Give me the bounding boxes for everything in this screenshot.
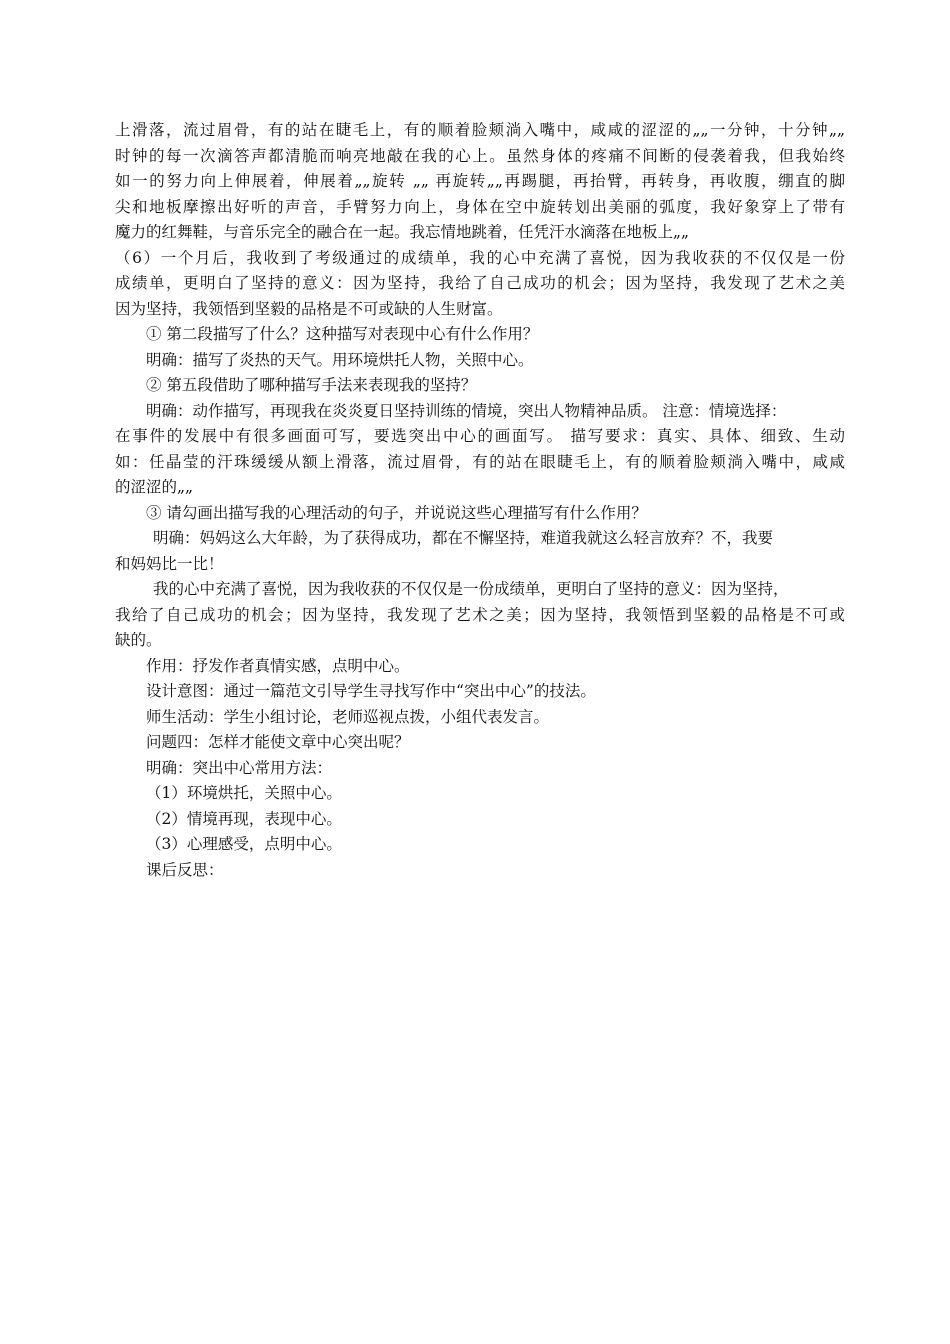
text-line: 如：任晶莹的汗珠缓缓从额上滑落，流过眉骨，有的站在眼睫毛上，有的顺着脸颊淌入嘴中，咸咸 <box>115 452 845 471</box>
text-line: 我给了自己成功的机会；因为坚持，我发现了艺术之美；因为坚持，我领悟到坚毅的品格是不可或 <box>115 605 845 624</box>
question-3: ③ 请勾画出描写我的心理活动的句子，并说说这些心理描写有什么作用？ <box>146 503 647 522</box>
answer-1: 明确：描写了炎热的天气。用环境烘托人物，关照中心。 <box>146 350 534 369</box>
text-line: （6）一个月后，我收到了考级通过的成绩单，我的心中充满了喜悦，因为我收获的不仅仅是一份 <box>115 248 845 267</box>
text-line: 在事件的发展中有很多画面可写，要选突出中心的画面写。 描写要求：真实、具体、细致、生动 <box>115 427 845 445</box>
text-line: 魔力的红舞鞋，与音乐完全的融合在一起。我忘情地跳着，任凭汗水滴落在地板上„„ <box>115 223 690 241</box>
answer-4: 明确：突出中心常用方法： <box>146 758 333 777</box>
text-line: 的涩涩的„„ <box>115 478 194 496</box>
question-2: ② 第五段借助了哪种描写手法来表现我的坚持？ <box>146 376 477 394</box>
text-line: 尖和地板摩擦出好听的声音，手臂努力向上，身体在空中旋转划出美丽的弧度，我好象穿上了带有 <box>115 197 845 216</box>
document-body <box>115 118 845 883</box>
answer-2: 明确：动作描写，再现我在炎炎夏日坚持训练的情境，突出人物精神品质。 注意：情境选择： <box>146 401 787 420</box>
activity-line: 师生活动：学生小组讨论，老师巡视点拨，小组代表发言。 <box>146 707 550 726</box>
method-1: （1）环境烘托，关照中心。 <box>146 784 342 802</box>
text-line: 我的心中充满了喜悦，因为我收获的不仅仅是一份成绩单，更明白了坚持的意义：因为坚持， <box>153 580 789 598</box>
effect-line: 作用：抒发作者真情实感，点明中心。 <box>146 656 410 675</box>
method-2: （2）情境再现，表现中心。 <box>146 809 342 828</box>
answer-3: 明确：妈妈这么大年龄，为了获得成功，都在不懈坚持，难道我就这么轻言放弃？不，我要 <box>153 529 774 547</box>
text-line: 如一的努力向上伸展着，伸展着„„旋转 „„ 再旋转„„再踢腿，再抬臂，再转身，再收腹，绷直的脚 <box>115 172 845 190</box>
text-line: 时钟的每一次滴答声都清脆而响亮地敲在我的心上。虽然身体的疼痛不间断的侵袭着我，但我始终 <box>115 146 845 165</box>
method-3: （3）心理感受，点明中心。 <box>146 835 342 853</box>
question-4: 问题四：怎样才能使文章中心突出呢？ <box>146 733 410 751</box>
text-line: 成绩单，更明白了坚持的意义：因为坚持，我给了自己成功的机会；因为坚持，我发现了艺术之美 <box>115 274 845 292</box>
question-1: ① 第二段描写了什么？这种描写对表现中心有什么作用？ <box>146 325 539 343</box>
text-line: 上滑落，流过眉骨，有的站在睫毛上，有的顺着脸颊淌入嘴中，咸咸的涩涩的„„一分钟，十分钟„„ <box>115 121 845 139</box>
design-intent-line: 设计意图：通过一篇范文引导学生寻找写作中“突出中心”的技法。 <box>146 682 596 700</box>
text-line: 缺的。 <box>115 631 162 649</box>
text-line: 因为坚持，我领悟到坚毅的品格是不可或缺的人生财富。 <box>115 299 503 318</box>
text-line: 和妈妈比一比！ <box>115 554 224 573</box>
reflection-heading: 课后反思： <box>146 860 224 879</box>
